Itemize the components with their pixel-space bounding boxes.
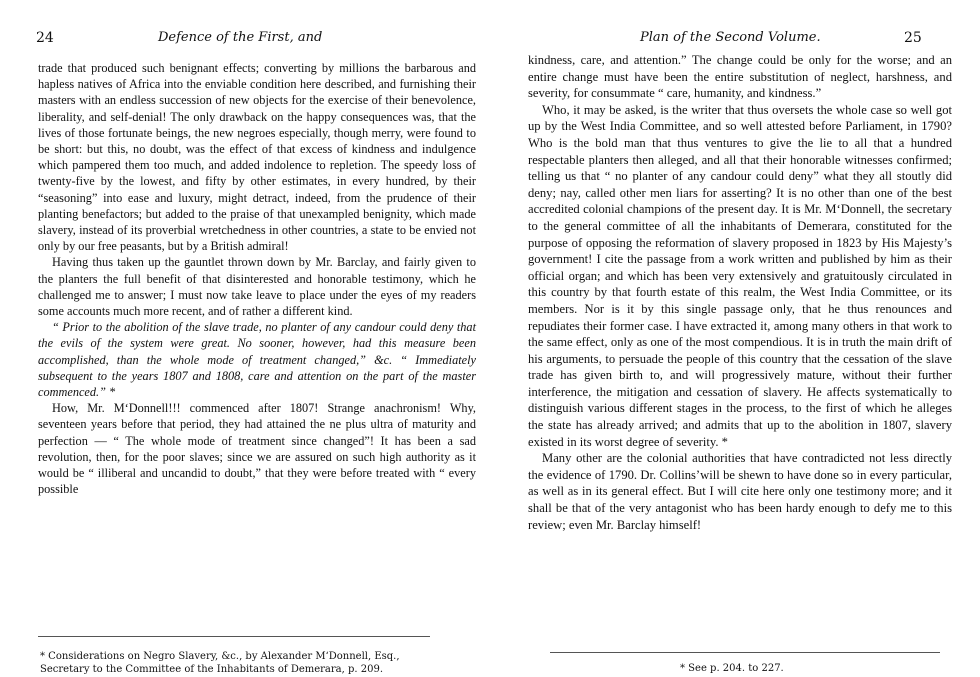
quotation: “ Prior to the abolition of the slave trade, no planter of any candour could deny that the evils of the system were great. No sooner, however, had this measure been accomplished, than the whole mode of treatment changed,” &c. “ Immediately subsequent to the years 1807 and 1808, care and attention on the part of the master commenced.” * bbox=[38, 320, 476, 400]
left-footnote: * Considerations on Negro Slavery, &c., by Alexander M‘Donnell, Esq., Secretary to the Committee of the Inhabitants of Demerara, p. 209. bbox=[40, 651, 400, 675]
paragraph: Having thus taken up the gauntlet thrown down by Mr. Barclay, and fairly given to the planters the full benefit of that disinterested and honorable testimony, which he challenged me to answer; I must now take leave to place under the eyes of my readers some accounts much more recent, and of rather a different kind. bbox=[38, 255, 476, 319]
right-page bbox=[490, 0, 980, 677]
right-body-text bbox=[528, 52, 952, 533]
right-page-number: 25 bbox=[904, 30, 922, 46]
right-footnote: * See p. 204. to 227. bbox=[680, 663, 784, 674]
paragraph: trade that produced such benignant effects; converting by millions the barbarous and hapless natives of Africa into the enviable condition here described, and furnishing their masters with an endless succession of new objects for the exercise of their benevolence, liberality, and self-denial! The only drawback on the happy consequences was, that the lives of those fortunate beings, the new negroes especially, though merry, were found to be short: but this, no doubt, was the effect of that excess of kindness and indulgence which pampered them too much, and added indolence to repletion. The speedy loss of twenty-five by the lowest, and fifty by other estimates, in every hundred, by their “seasoning” into ease and luxury, might detract, indeed, from the prudence of their planting benefactors; but added to the praise of that unexampled benignity, which made slavery, instead of its proverbial wretchedness in other countries, a state to be envied not only by our free peasants, but by a British admiral! bbox=[38, 61, 476, 254]
left-page-number: 24 bbox=[36, 30, 54, 46]
left-body-text bbox=[38, 60, 476, 497]
paragraph: Who, it may be asked, is the writer that thus oversets the whole case so well got up by the West India Committee, and so well attested before Parliament, in 1790? Who is the bold man that thus ventures to give the lie to all that a hundred respectable planters then alleged, and all that their honorable witnesses confirmed; telling us that “ no planter of any candour could deny” what they all stoutly did deny; nay, called other men liars for asserting? It is no other than one of the best accredited colonial champions of the present day. It is Mr. M‘Donnell, the secretary to the general committee of all the inhabitants of Demerara, constituted for the purpose of opposing the reformation of slavery proposed in 1823 by His Majesty’s government! I cite the passage from a work written and published by him as their official organ; and which has been very extensively and gratuitously circulated in this country by that fourth estate of this realm, the West India Committee, or its members. Nor is it by this single passage only, that he thus renounces and repudiates their former case. I have extracted it, among many others in that work to the same effect, only as one of the most compendious. It is in truth the main drift of his arguments, to persuade the people of this country that the cessation of the slave trade has given birth to, and will progressively mature, without their further interference, the mitigation and cessation of slavery. He affects systematically to distinguish various different stages in the process, to the first of which he alleges the state has already arrived; and admits that up to the abolition in 1807, slavery existed in its worst degree of severity. * bbox=[528, 102, 952, 449]
footnote-rule bbox=[550, 652, 940, 653]
right-running-head: Plan of the Second Volume. bbox=[640, 30, 821, 45]
paragraph: kindness, care, and attention.” The change could be only for the worse; and an entire change must have been the entire substitution of neglect, harshness, and severity, for consummate “ care, humanity, and kindness.” bbox=[528, 53, 952, 101]
left-running-head: Defence of the First, and bbox=[158, 30, 323, 45]
paragraph: How, Mr. M‘Donnell!!! commenced after 1807! Strange anachronism! Why, seventeen years before that period, they had attained the ne plus ultra of maturity and perfection — “ The whole mode of treatment since changed”! It has been a sad revolution, then, for the poor slaves; since we are assured on such high authority as it would be “ illiberal and uncandid to doubt,” that they were before treated with “ every possible bbox=[38, 401, 476, 497]
paragraph: Many other are the colonial authorities that have contradicted not less directly the evidence of 1790. Dr. Collins’will be shewn to have done so in every particular, as well as in its general effect. But I will cite here only one testimony more; and it shall be that of the very antagonist who has been hardy enough to defy me to this review; even Mr. Barclay himself! bbox=[528, 451, 952, 532]
footnote-rule bbox=[38, 636, 430, 637]
